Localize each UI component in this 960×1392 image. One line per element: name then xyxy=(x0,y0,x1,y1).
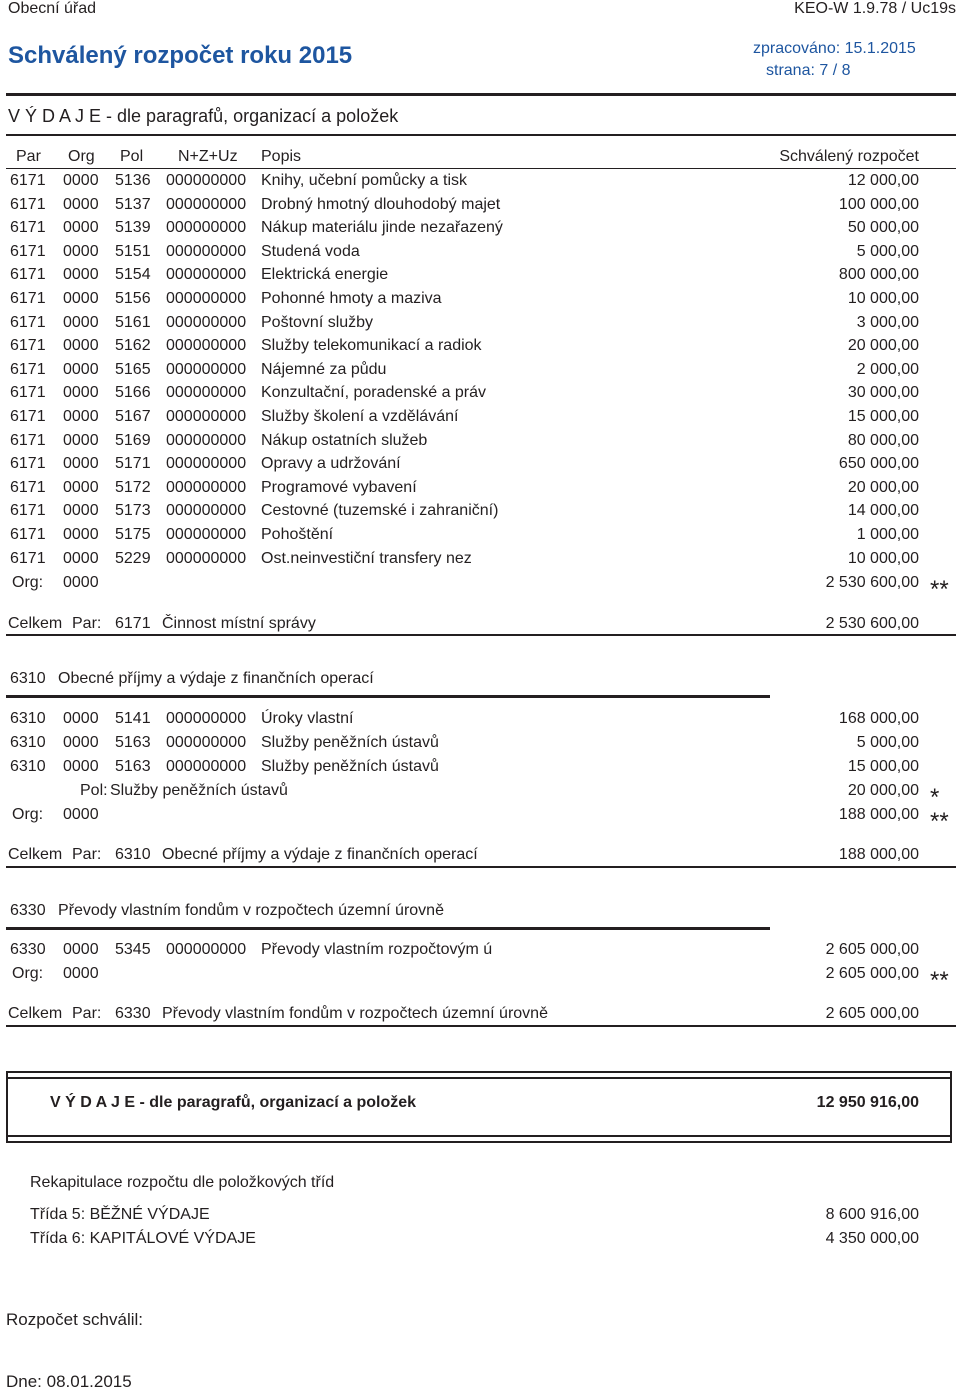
org-subtotal-row xyxy=(0,965,960,994)
row-org: 0000 xyxy=(63,242,99,260)
approved-by-label: Rozpočet schválil: xyxy=(6,1310,144,1329)
header-divider xyxy=(6,93,956,96)
row-pol: 5136 xyxy=(115,172,151,189)
table-row xyxy=(0,502,960,526)
row-amount: 10 000,00 xyxy=(847,290,919,307)
row-par: 6171 xyxy=(10,431,46,449)
row-org: 0000 xyxy=(63,941,99,958)
row-description: Pohoštění xyxy=(261,526,334,543)
subtotal-stars: ** xyxy=(930,967,949,994)
row-par: 6310 xyxy=(10,758,46,775)
row-description: Knihy, učební pomůcky a tisk xyxy=(261,172,468,189)
row-pol: 5173 xyxy=(115,502,151,520)
row-par: 6310 xyxy=(10,710,46,727)
row-pol: 5161 xyxy=(115,313,151,331)
row-description: Služby školení a vzdělávání xyxy=(261,408,459,425)
row-nzu: 000000000 xyxy=(166,710,247,727)
report-subtitle: V Ý D A J E - dle paragrafů, organizací a položek xyxy=(8,106,399,126)
col-amount: Schválený rozpočet xyxy=(779,148,919,165)
row-description: Elektrická energie xyxy=(261,266,389,284)
row-amount: 14 000,00 xyxy=(847,502,919,520)
row-pol: 5163 xyxy=(115,734,151,751)
row-description: Poštovní služby xyxy=(261,313,374,331)
row-par: 6171 xyxy=(10,384,46,402)
org-label: Org: xyxy=(12,574,44,591)
row-nzu: 000000000 xyxy=(166,408,247,425)
section-name: Obecné příjmy a výdaje z finančních operací xyxy=(58,670,374,687)
table-row xyxy=(0,941,960,965)
section1-divider xyxy=(6,634,956,636)
par-name: Činnost místní správy xyxy=(162,615,316,632)
row-description: Nákup ostatních služeb xyxy=(261,431,428,449)
row-amount: 10 000,00 xyxy=(847,549,919,567)
row-pol: 5156 xyxy=(115,290,151,307)
section-heading xyxy=(0,902,960,926)
row-nzu: 000000000 xyxy=(166,290,247,307)
row-org: 0000 xyxy=(63,502,99,520)
section-heading-underline xyxy=(6,695,770,698)
table-row xyxy=(0,243,960,267)
row-org: 0000 xyxy=(63,172,99,189)
row-pol: 5139 xyxy=(115,219,151,237)
row-description: Služby telekomunikací a radiok xyxy=(261,337,482,355)
org-total: 2 530 600,00 xyxy=(825,574,919,591)
row-amount: 15 000,00 xyxy=(847,408,919,425)
table-row xyxy=(0,408,960,432)
celkem-label: Celkem xyxy=(8,615,63,632)
row-pol: 5163 xyxy=(115,758,151,775)
row-pol: 5171 xyxy=(115,455,151,473)
subtotal-star: * xyxy=(930,784,940,811)
row-description: Drobný hmotný dlouhodobý majet xyxy=(261,195,501,213)
row-par: 6171 xyxy=(10,172,46,189)
row-nzu: 000000000 xyxy=(166,431,247,449)
row-nzu: 000000000 xyxy=(166,549,247,567)
grand-total-amount: 12 950 916,00 xyxy=(816,1094,919,1111)
pol-name: Služby peněžních ústavů xyxy=(110,782,288,799)
par-name: Převody vlastním fondům v rozpočtech územní úrovně xyxy=(162,1005,548,1022)
row-org: 0000 xyxy=(63,290,99,307)
row-description: Studená voda xyxy=(261,242,360,260)
recap-item-label: Třída 6: KAPITÁLOVÉ VÝDAJE xyxy=(30,1230,256,1247)
row-description: Nájemné za půdu xyxy=(261,360,387,378)
table-row xyxy=(0,361,960,385)
section-code: 6310 xyxy=(10,670,46,687)
col-par: Par xyxy=(16,148,41,165)
org-label: Org: xyxy=(12,965,44,982)
row-org: 0000 xyxy=(63,360,99,378)
table-row xyxy=(0,219,960,243)
col-nzu: N+Z+Uz xyxy=(178,148,238,165)
table-row xyxy=(0,290,960,314)
section-heading xyxy=(0,670,960,694)
org-value: 0000 xyxy=(63,965,99,982)
table-row xyxy=(0,710,960,734)
row-par: 6171 xyxy=(10,290,46,307)
row-pol: 5162 xyxy=(115,337,151,355)
row-nzu: 000000000 xyxy=(166,172,247,189)
celkem-label: Celkem xyxy=(8,1005,63,1022)
table-row xyxy=(0,479,960,503)
row-org: 0000 xyxy=(63,219,99,237)
par-label: Par: xyxy=(72,846,102,863)
table-row xyxy=(0,758,960,782)
par-code: 6171 xyxy=(115,615,151,632)
row-description: Opravy a udržování xyxy=(261,455,401,473)
row-org: 0000 xyxy=(63,549,99,567)
col-pol: Pol xyxy=(120,148,144,165)
row-amount: 650 000,00 xyxy=(838,455,919,473)
row-nzu: 000000000 xyxy=(166,502,247,520)
row-pol: 5172 xyxy=(115,478,151,496)
par-label: Par: xyxy=(72,615,102,632)
row-org: 0000 xyxy=(63,455,99,473)
row-par: 6171 xyxy=(10,455,46,473)
row-org: 0000 xyxy=(63,478,99,496)
row-pol: 5154 xyxy=(115,266,151,284)
row-amount: 5 000,00 xyxy=(856,242,919,260)
row-pol: 5229 xyxy=(115,549,151,567)
processed-date: zpracováno: 15.1.2015 xyxy=(753,40,916,57)
row-description: Konzultační, poradenské a práv xyxy=(261,384,487,402)
row-org: 0000 xyxy=(63,710,99,727)
row-nzu: 000000000 xyxy=(166,455,247,473)
row-pol: 5175 xyxy=(115,526,151,543)
row-amount: 80 000,00 xyxy=(847,431,919,449)
section-heading-underline xyxy=(6,927,770,930)
page-number: strana: 7 / 8 xyxy=(766,62,851,79)
row-par: 6171 xyxy=(10,360,46,378)
table-row xyxy=(0,455,960,479)
row-nzu: 000000000 xyxy=(166,734,247,751)
row-amount: 1 000,00 xyxy=(856,526,919,543)
row-org: 0000 xyxy=(63,734,99,751)
org-subtotal-row xyxy=(0,574,960,603)
col-desc: Popis xyxy=(261,148,302,165)
org-subtotal-row xyxy=(0,806,960,835)
row-par: 6171 xyxy=(10,526,46,543)
row-org: 0000 xyxy=(63,526,99,543)
org-value: 0000 xyxy=(63,574,99,591)
org-label: Org: xyxy=(12,806,44,823)
row-org: 0000 xyxy=(63,195,99,213)
row-pol: 5141 xyxy=(115,710,151,727)
row-nzu: 000000000 xyxy=(166,337,247,355)
table-row xyxy=(0,384,960,408)
recap-item-amount: 8 600 916,00 xyxy=(825,1206,919,1223)
section-code: 6330 xyxy=(10,902,46,919)
row-nzu: 000000000 xyxy=(166,758,247,775)
table-row xyxy=(0,266,960,290)
row-amount: 100 000,00 xyxy=(838,195,919,213)
row-par: 6171 xyxy=(10,478,46,496)
table-row xyxy=(0,526,960,550)
row-description: Nákup materiálu jinde nezařazený xyxy=(261,219,503,237)
row-description: Cestovné (tuzemské i zahraniční) xyxy=(261,502,499,520)
row-amount: 20 000,00 xyxy=(847,337,919,355)
recap-item-label: Třída 5: BĚŽNÉ VÝDAJE xyxy=(30,1206,210,1223)
row-nzu: 000000000 xyxy=(166,360,247,378)
row-amount: 3 000,00 xyxy=(856,313,919,331)
section3-divider xyxy=(6,1025,956,1027)
page-title: Schválený rozpočet roku 2015 xyxy=(8,42,353,69)
row-description: Služby peněžních ústavů xyxy=(261,758,439,775)
row-amount: 30 000,00 xyxy=(847,384,919,402)
row-pol: 5165 xyxy=(115,360,151,378)
table-row xyxy=(0,314,960,338)
organization-name: Obecní úřad xyxy=(8,0,97,17)
section2-divider xyxy=(6,866,956,868)
row-amount: 5 000,00 xyxy=(856,734,919,751)
row-org: 0000 xyxy=(63,431,99,449)
row-amount: 800 000,00 xyxy=(838,266,919,284)
par-total: 188 000,00 xyxy=(838,846,919,863)
row-description: Pohonné hmoty a maziva xyxy=(261,290,442,307)
pol-total: 20 000,00 xyxy=(847,782,919,799)
pol-label: Pol: xyxy=(80,782,108,799)
row-amount: 2 605 000,00 xyxy=(825,941,919,958)
table-row xyxy=(0,550,960,574)
row-nzu: 000000000 xyxy=(166,313,247,331)
row-amount: 168 000,00 xyxy=(838,710,919,727)
column-divider xyxy=(6,168,956,169)
row-pol: 5166 xyxy=(115,384,151,402)
row-nzu: 000000000 xyxy=(166,941,247,958)
table-row xyxy=(0,172,960,196)
row-pol: 5169 xyxy=(115,431,151,449)
row-nzu: 000000000 xyxy=(166,384,247,402)
row-org: 0000 xyxy=(63,266,99,284)
row-pol: 5137 xyxy=(115,195,151,213)
row-par: 6171 xyxy=(10,313,46,331)
row-description: Ost.neinvestiční transfery nez xyxy=(261,549,472,567)
org-value: 0000 xyxy=(63,806,99,823)
par-total: 2 605 000,00 xyxy=(825,1005,919,1022)
celkem-label: Celkem xyxy=(8,846,63,863)
row-pol: 5151 xyxy=(115,242,151,260)
row-amount: 15 000,00 xyxy=(847,758,919,775)
row-amount: 50 000,00 xyxy=(847,219,919,237)
recap-title: Rekapitulace rozpočtu dle položkových tříd xyxy=(30,1174,335,1191)
row-pol: 5345 xyxy=(115,941,151,958)
date-label: Dne: 08.01.2015 xyxy=(6,1372,132,1391)
row-nzu: 000000000 xyxy=(166,478,247,496)
par-code: 6310 xyxy=(115,846,151,863)
row-nzu: 000000000 xyxy=(166,526,247,543)
table-row xyxy=(0,196,960,220)
par-name: Obecné příjmy a výdaje z finančních operací xyxy=(162,846,478,863)
row-par: 6171 xyxy=(10,195,46,213)
program-version: KEO-W 1.9.78 / Uc19s xyxy=(794,0,956,17)
subtotal-stars: ** xyxy=(930,808,949,835)
section-name: Převody vlastním fondům v rozpočtech územní úrovně xyxy=(58,902,444,919)
par-code: 6330 xyxy=(115,1005,151,1022)
recap-item-amount: 4 350 000,00 xyxy=(825,1230,919,1247)
row-par: 6171 xyxy=(10,242,46,260)
row-org: 0000 xyxy=(63,408,99,425)
pol-subtotal-row xyxy=(0,782,960,811)
subtitle-divider xyxy=(6,134,956,136)
col-org: Org xyxy=(68,148,95,165)
row-nzu: 000000000 xyxy=(166,242,247,260)
row-par: 6171 xyxy=(10,408,46,425)
row-par: 6171 xyxy=(10,219,46,237)
org-total: 188 000,00 xyxy=(838,806,919,823)
row-amount: 2 000,00 xyxy=(856,360,919,378)
par-total: 2 530 600,00 xyxy=(825,615,919,632)
row-org: 0000 xyxy=(63,337,99,355)
subtotal-stars: ** xyxy=(930,576,949,603)
row-par: 6171 xyxy=(10,502,46,520)
org-total: 2 605 000,00 xyxy=(825,965,919,982)
row-description: Úroky vlastní xyxy=(261,710,354,727)
row-nzu: 000000000 xyxy=(166,219,247,237)
row-par: 6171 xyxy=(10,549,46,567)
row-par: 6310 xyxy=(10,734,46,751)
row-pol: 5167 xyxy=(115,408,151,425)
row-par: 6171 xyxy=(10,337,46,355)
row-par: 6330 xyxy=(10,941,46,958)
row-par: 6171 xyxy=(10,266,46,284)
row-org: 0000 xyxy=(63,384,99,402)
row-description: Převody vlastním rozpočtovým ú xyxy=(261,941,493,958)
row-description: Služby peněžních ústavů xyxy=(261,734,439,751)
row-org: 0000 xyxy=(63,313,99,331)
table-row xyxy=(0,432,960,456)
row-org: 0000 xyxy=(63,758,99,775)
row-description: Programové vybavení xyxy=(261,478,417,496)
row-amount: 12 000,00 xyxy=(847,172,919,189)
table-row xyxy=(0,734,960,758)
par-label: Par: xyxy=(72,1005,102,1022)
row-nzu: 000000000 xyxy=(166,195,247,213)
row-amount: 20 000,00 xyxy=(847,478,919,496)
grand-total-label: V Ý D A J E - dle paragrafů, organizací a položek xyxy=(50,1094,417,1111)
table-row xyxy=(0,337,960,361)
row-nzu: 000000000 xyxy=(166,266,247,284)
